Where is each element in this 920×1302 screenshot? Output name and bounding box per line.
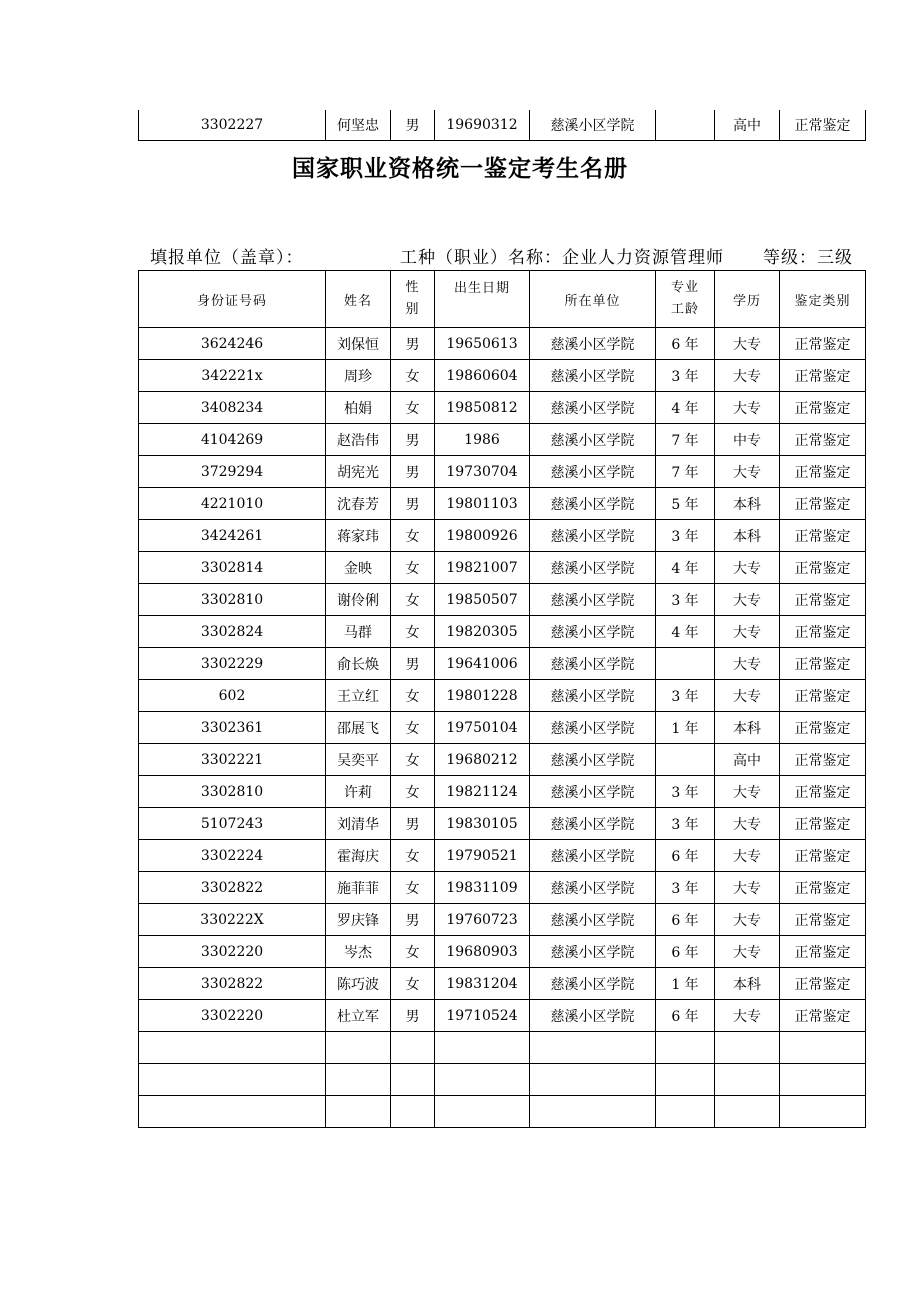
name-cell: 霍海庆 [326,840,391,872]
name-cell: 谢伶俐 [326,584,391,616]
birth-cell: 19650613 [435,328,530,360]
name-cell [326,1032,391,1064]
name-cell: 胡宪光 [326,456,391,488]
sex-cell: 女 [391,712,435,744]
unit-cell: 慈溪小区学院 [530,968,656,1000]
unit-cell: 慈溪小区学院 [530,456,656,488]
years-cell [656,648,715,680]
edu-cell: 大专 [715,936,780,968]
unit-cell: 慈溪小区学院 [530,488,656,520]
id-cell: 602 [139,680,326,712]
birth-cell [435,1096,530,1128]
name-cell: 俞长焕 [326,648,391,680]
birth-cell: 19790521 [435,840,530,872]
table-row [139,360,866,392]
id-cell [139,1064,326,1096]
birth-cell [435,1064,530,1096]
table-row [139,488,866,520]
header-sex-top: 性 [405,280,420,295]
sex-cell: 女 [391,360,435,392]
id-cell: 3302224 [139,840,326,872]
table-row [139,552,866,584]
name-cell: 杜立军 [326,1000,391,1032]
type-cell: 正常鉴定 [780,680,866,712]
unit-cell: 慈溪小区学院 [530,424,656,456]
birth-cell: 19821124 [435,776,530,808]
table-row [139,1064,866,1096]
job-name-label: 工种（职业）名称：企业人力资源管理师 [400,248,724,268]
years-cell: 1 年 [656,712,715,744]
sex-cell: 女 [391,520,435,552]
unit-cell: 慈溪小区学院 [530,328,656,360]
years-cell [656,1064,715,1096]
edu-cell: 大专 [715,904,780,936]
id-cell: 3302822 [139,872,326,904]
years-cell: 3 年 [656,872,715,904]
unit-cell: 慈溪小区学院 [530,936,656,968]
edu-cell: 本科 [715,968,780,1000]
sex-cell: 女 [391,936,435,968]
unit-cell [530,1096,656,1128]
birth-cell: 19680903 [435,936,530,968]
type-cell: 正常鉴定 [780,840,866,872]
sex-cell: 男 [391,904,435,936]
table-row [139,110,866,141]
birth-cell: 19730704 [435,456,530,488]
unit-cell: 慈溪小区学院 [530,776,656,808]
id-cell: 3302220 [139,1000,326,1032]
id-cell: 3302810 [139,776,326,808]
edu-cell: 本科 [715,520,780,552]
years-cell: 5 年 [656,488,715,520]
table-row [139,904,866,936]
unit-cell: 慈溪小区学院 [530,680,656,712]
name-cell: 罗庆锋 [326,904,391,936]
name-cell: 金映 [326,552,391,584]
sex-cell: 男 [391,110,435,141]
edu-cell [715,1032,780,1064]
page-title: 国家职业资格统一鉴定考生名册 [292,155,628,182]
sex-cell: 女 [391,744,435,776]
sex-cell: 男 [391,424,435,456]
birth-cell [435,1032,530,1064]
birth-cell: 19690312 [435,110,530,141]
birth-cell: 19680212 [435,744,530,776]
years-cell [656,744,715,776]
id-cell: 3302221 [139,744,326,776]
edu-cell: 大专 [715,808,780,840]
edu-cell [715,1064,780,1096]
level-label: 等级：三级 [763,248,853,268]
sex-cell: 女 [391,584,435,616]
unit-cell [530,1064,656,1096]
edu-cell: 大专 [715,360,780,392]
years-cell: 3 年 [656,808,715,840]
name-cell: 陈巧波 [326,968,391,1000]
birth-cell: 19801228 [435,680,530,712]
edu-cell: 本科 [715,712,780,744]
edu-cell [715,1096,780,1128]
type-cell: 正常鉴定 [780,776,866,808]
header-years-bottom: 工龄 [670,302,699,317]
header-sex [391,271,435,328]
table-row [139,680,866,712]
fill-unit-label: 填报单位（盖章）： [150,248,304,268]
table-row [139,744,866,776]
birth-cell: 19821007 [435,552,530,584]
table-row [139,712,866,744]
name-cell: 赵浩伟 [326,424,391,456]
birth-cell: 19800926 [435,520,530,552]
years-cell: 6 年 [656,1000,715,1032]
continued-table [138,110,866,141]
header-years-top: 专业 [670,280,699,295]
type-cell: 正常鉴定 [780,808,866,840]
years-cell: 3 年 [656,360,715,392]
edu-cell: 大专 [715,840,780,872]
unit-cell: 慈溪小区学院 [530,840,656,872]
years-cell: 4 年 [656,552,715,584]
edu-cell: 大专 [715,680,780,712]
birth-cell: 19850507 [435,584,530,616]
edu-cell: 大专 [715,648,780,680]
sex-cell [391,1032,435,1064]
id-cell: 3302227 [139,110,326,141]
edu-cell: 大专 [715,776,780,808]
edu-cell: 大专 [715,328,780,360]
birth-cell: 19820305 [435,616,530,648]
edu-cell: 大专 [715,584,780,616]
type-cell [780,1096,866,1128]
header-row [139,271,866,328]
type-cell: 正常鉴定 [780,904,866,936]
years-cell: 3 年 [656,520,715,552]
years-cell: 3 年 [656,680,715,712]
header-name: 姓名 [326,271,391,328]
years-cell: 7 年 [656,456,715,488]
sex-cell: 女 [391,840,435,872]
sex-cell: 女 [391,392,435,424]
name-cell: 沈春芳 [326,488,391,520]
name-cell: 蒋家玮 [326,520,391,552]
edu-cell: 大专 [715,616,780,648]
unit-cell: 慈溪小区学院 [530,616,656,648]
table-row [139,1096,866,1128]
sex-cell: 男 [391,328,435,360]
sex-cell: 男 [391,488,435,520]
type-cell: 正常鉴定 [780,456,866,488]
type-cell: 正常鉴定 [780,552,866,584]
unit-cell [530,1032,656,1064]
sex-cell: 女 [391,968,435,1000]
header-sex-bottom: 别 [405,302,420,317]
name-cell: 刘保恒 [326,328,391,360]
id-cell: 3424261 [139,520,326,552]
birth-cell: 19860604 [435,360,530,392]
id-cell: 3302824 [139,616,326,648]
edu-cell: 本科 [715,488,780,520]
name-cell: 王立红 [326,680,391,712]
id-cell: 330222X [139,904,326,936]
header-unit: 所在单位 [530,271,656,328]
birth-cell: 19830105 [435,808,530,840]
years-cell: 6 年 [656,328,715,360]
type-cell: 正常鉴定 [780,936,866,968]
edu-cell: 大专 [715,1000,780,1032]
unit-cell: 慈溪小区学院 [530,1000,656,1032]
table-row [139,936,866,968]
sex-cell: 女 [391,552,435,584]
id-cell: 3408234 [139,392,326,424]
unit-cell: 慈溪小区学院 [530,392,656,424]
sex-cell: 男 [391,648,435,680]
birth-cell: 19850812 [435,392,530,424]
unit-cell: 慈溪小区学院 [530,584,656,616]
birth-cell: 19831204 [435,968,530,1000]
years-cell: 7 年 [656,424,715,456]
header-years [656,271,715,328]
edu-cell: 大专 [715,552,780,584]
table-row [139,648,866,680]
years-cell [656,1096,715,1128]
sex-cell: 女 [391,872,435,904]
unit-cell: 慈溪小区学院 [530,520,656,552]
edu-cell: 大专 [715,872,780,904]
header-id: 身份证号码 [139,271,326,328]
name-cell: 周珍 [326,360,391,392]
name-cell: 何坚忠 [326,110,391,141]
table-row [139,456,866,488]
years-cell [656,1032,715,1064]
edu-cell: 中专 [715,424,780,456]
type-cell [780,1032,866,1064]
name-cell: 许莉 [326,776,391,808]
type-cell: 正常鉴定 [780,488,866,520]
unit-cell: 慈溪小区学院 [530,360,656,392]
birth-cell: 19831109 [435,872,530,904]
birth-cell: 19710524 [435,1000,530,1032]
table-row [139,872,866,904]
edu-cell: 大专 [715,456,780,488]
years-cell: 3 年 [656,584,715,616]
type-cell: 正常鉴定 [780,648,866,680]
table-row [139,808,866,840]
sex-cell: 男 [391,456,435,488]
name-cell [326,1096,391,1128]
table-row [139,616,866,648]
table-row [139,520,866,552]
name-cell: 邵展飞 [326,712,391,744]
name-cell: 吴奕平 [326,744,391,776]
table-row [139,776,866,808]
type-cell: 正常鉴定 [780,744,866,776]
type-cell: 正常鉴定 [780,584,866,616]
type-cell: 正常鉴定 [780,328,866,360]
header-edu: 学历 [715,271,780,328]
id-cell: 342221x [139,360,326,392]
table-row [139,968,866,1000]
id-cell: 5107243 [139,808,326,840]
unit-cell: 慈溪小区学院 [530,110,656,141]
edu-cell: 大专 [715,392,780,424]
id-cell: 3729294 [139,456,326,488]
name-cell [326,1064,391,1096]
birth-cell: 19760723 [435,904,530,936]
id-cell: 3302822 [139,968,326,1000]
unit-cell: 慈溪小区学院 [530,872,656,904]
unit-cell: 慈溪小区学院 [530,744,656,776]
id-cell: 3302220 [139,936,326,968]
birth-cell: 19801103 [435,488,530,520]
id-cell: 3624246 [139,328,326,360]
name-cell: 马群 [326,616,391,648]
type-cell: 正常鉴定 [780,360,866,392]
id-cell: 3302814 [139,552,326,584]
id-cell: 4104269 [139,424,326,456]
type-cell: 正常鉴定 [780,1000,866,1032]
birth-cell: 1986 [435,424,530,456]
unit-cell: 慈溪小区学院 [530,712,656,744]
unit-cell: 慈溪小区学院 [530,904,656,936]
type-cell: 正常鉴定 [780,520,866,552]
sex-cell [391,1064,435,1096]
birth-cell: 19750104 [435,712,530,744]
table-row [139,584,866,616]
type-cell: 正常鉴定 [780,110,866,141]
edu-cell: 高中 [715,744,780,776]
sex-cell: 男 [391,808,435,840]
table-row [139,1032,866,1064]
years-cell: 6 年 [656,936,715,968]
id-cell: 3302810 [139,584,326,616]
years-cell: 4 年 [656,392,715,424]
table-row [139,392,866,424]
sex-cell [391,1096,435,1128]
unit-cell: 慈溪小区学院 [530,648,656,680]
type-cell: 正常鉴定 [780,968,866,1000]
type-cell [780,1064,866,1096]
type-cell: 正常鉴定 [780,424,866,456]
type-cell: 正常鉴定 [780,616,866,648]
years-cell: 6 年 [656,840,715,872]
years-cell: 3 年 [656,776,715,808]
sex-cell: 男 [391,1000,435,1032]
years-cell: 1 年 [656,968,715,1000]
birth-cell: 19641006 [435,648,530,680]
table-row [139,328,866,360]
id-cell: 3302229 [139,648,326,680]
id-cell [139,1032,326,1064]
name-cell: 施菲菲 [326,872,391,904]
name-cell: 柏娟 [326,392,391,424]
sex-cell: 女 [391,616,435,648]
type-cell: 正常鉴定 [780,712,866,744]
unit-cell: 慈溪小区学院 [530,808,656,840]
roster-table [138,270,866,1128]
table-row [139,1000,866,1032]
years-cell [656,110,715,141]
id-cell: 4221010 [139,488,326,520]
id-cell: 3302361 [139,712,326,744]
sex-cell: 女 [391,680,435,712]
name-cell: 岑杰 [326,936,391,968]
sex-cell: 女 [391,776,435,808]
years-cell: 4 年 [656,616,715,648]
edu-cell: 高中 [715,110,780,141]
id-cell [139,1096,326,1128]
name-cell: 刘清华 [326,808,391,840]
unit-cell: 慈溪小区学院 [530,552,656,584]
header-type: 鉴定类别 [780,271,866,328]
header-birth: 出生日期 [435,271,530,328]
years-cell: 6 年 [656,904,715,936]
type-cell: 正常鉴定 [780,392,866,424]
table-row [139,424,866,456]
table-row [139,840,866,872]
type-cell: 正常鉴定 [780,872,866,904]
